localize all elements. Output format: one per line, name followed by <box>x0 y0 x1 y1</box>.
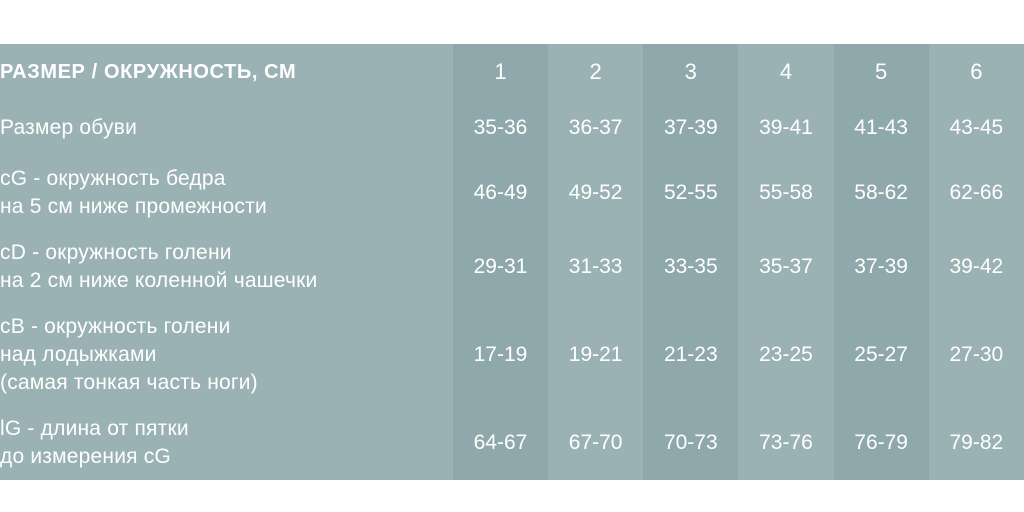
row-label-line: lG - длина от пятки <box>0 417 189 440</box>
row-value: 62-66 <box>929 156 1024 230</box>
row-label-line: на 5 см ниже промежности <box>0 195 267 218</box>
row-label <box>0 100 453 156</box>
row-label-line: (самая тонкая часть ноги) <box>0 371 258 394</box>
row-value: 37-39 <box>643 100 738 156</box>
row-value: 46-49 <box>453 156 548 230</box>
header-col-3: 3 <box>643 44 738 100</box>
table-row <box>0 304 1024 406</box>
header-col-1: 1 <box>453 44 548 100</box>
header-col-6: 6 <box>929 44 1024 100</box>
row-label-line: cB - окружность голени <box>0 315 231 338</box>
row-value: 70-73 <box>643 406 738 480</box>
row-value: 23-25 <box>738 304 833 406</box>
row-label <box>0 230 453 304</box>
row-label-line: Размер обуви <box>0 116 138 139</box>
row-value: 17-19 <box>453 304 548 406</box>
table-header-row <box>0 44 1024 100</box>
row-value: 39-42 <box>929 230 1024 304</box>
header-col-2: 2 <box>548 44 643 100</box>
size-table <box>0 44 1024 480</box>
row-value: 31-33 <box>548 230 643 304</box>
row-value: 76-79 <box>834 406 929 480</box>
row-label <box>0 156 453 230</box>
row-value: 58-62 <box>834 156 929 230</box>
row-value: 19-21 <box>548 304 643 406</box>
row-value: 67-70 <box>548 406 643 480</box>
table-row <box>0 230 1024 304</box>
row-value: 43-45 <box>929 100 1024 156</box>
row-label-line: cG - окружность бедра <box>0 167 226 190</box>
row-value: 27-30 <box>929 304 1024 406</box>
row-value: 35-36 <box>453 100 548 156</box>
row-value: 21-23 <box>643 304 738 406</box>
row-value: 33-35 <box>643 230 738 304</box>
row-label-line: на 2 см ниже коленной чашечки <box>0 269 318 292</box>
table-row <box>0 406 1024 480</box>
header-label-cell: РАЗМЕР / ОКРУЖНОСТЬ, СМ <box>0 44 453 100</box>
header-col-4: 4 <box>738 44 833 100</box>
row-value: 41-43 <box>834 100 929 156</box>
row-value: 64-67 <box>453 406 548 480</box>
size-table-container <box>0 44 1024 480</box>
row-label-line: над лодыжками <box>0 343 157 366</box>
row-value: 29-31 <box>453 230 548 304</box>
row-value: 36-37 <box>548 100 643 156</box>
row-value: 37-39 <box>834 230 929 304</box>
table-row <box>0 156 1024 230</box>
row-value: 49-52 <box>548 156 643 230</box>
row-value: 52-55 <box>643 156 738 230</box>
row-value: 79-82 <box>929 406 1024 480</box>
row-value: 35-37 <box>738 230 833 304</box>
header-col-5: 5 <box>834 44 929 100</box>
table-row <box>0 100 1024 156</box>
row-label-line: cD - окружность голени <box>0 241 232 264</box>
row-value: 39-41 <box>738 100 833 156</box>
row-label-line: до измерения cG <box>0 445 171 468</box>
row-value: 55-58 <box>738 156 833 230</box>
row-label <box>0 304 453 406</box>
row-value: 73-76 <box>738 406 833 480</box>
row-value: 25-27 <box>834 304 929 406</box>
row-label <box>0 406 453 480</box>
